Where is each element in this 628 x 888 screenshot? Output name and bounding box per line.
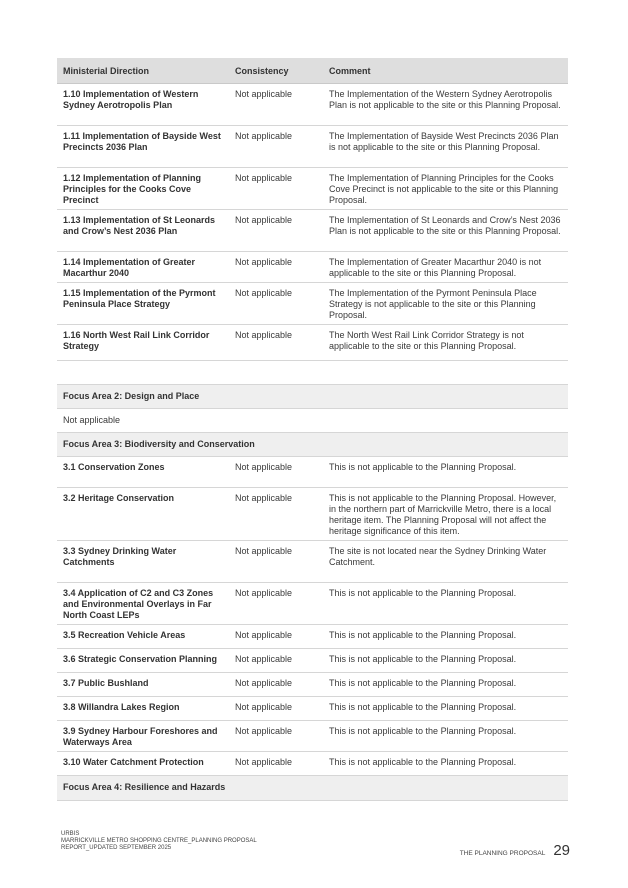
consistency-cell: Not applicable — [235, 257, 293, 267]
consistency-cell: Not applicable — [235, 654, 293, 664]
consistency-cell: Not applicable — [235, 678, 293, 688]
comment-cell: The Implementation of the Western Sydney Aerotropolis Plan is not applicable to the site or this Planning Proposal. — [329, 89, 561, 110]
row-spacer — [57, 361, 568, 385]
table-row — [57, 488, 568, 541]
consistency-cell: Not applicable — [235, 173, 293, 183]
footer-page-info — [460, 842, 570, 859]
table-row — [57, 649, 568, 673]
comment-cell: This is not applicable to the Planning Proposal. However, in the northern part of Marrickville Metro, there is a local heritage item. The Planning Proposal will not affect the heritage significance of this item. — [329, 493, 557, 536]
table-row — [57, 625, 568, 649]
direction-cell: 1.14 Implementation of Greater Macarthur 2040 — [63, 257, 196, 278]
footer-org: URBIS — [61, 831, 80, 837]
direction-cell: 1.13 Implementation of St Leonards and Crow’s Nest 2036 Plan — [63, 215, 216, 236]
comment-cell: This is not applicable to the Planning Proposal. — [329, 757, 517, 767]
table-row — [57, 252, 568, 283]
focus-area-3-heading: Focus Area 3: Biodiversity and Conservation — [57, 433, 568, 457]
consistency-cell: Not applicable — [235, 546, 293, 556]
direction-cell: 3.3 Sydney Drinking Water Catchments — [63, 546, 177, 567]
comment-cell: This is not applicable to the Planning Proposal. — [329, 630, 517, 640]
table-header — [57, 58, 568, 84]
direction-cell: 3.7 Public Bushland — [63, 678, 149, 688]
comment-cell: This is not applicable to the Planning Proposal. — [329, 678, 517, 688]
consistency-cell: Not applicable — [235, 89, 293, 99]
direction-cell: 3.10 Water Catchment Protection — [63, 757, 204, 767]
header-comment: Comment — [329, 66, 371, 76]
table-row — [57, 697, 568, 721]
focus-area-4-heading: Focus Area 4: Resilience and Hazards — [57, 776, 568, 801]
direction-cell: 1.12 Implementation of Planning Principles for the Cooks Cove Precinct — [63, 173, 202, 205]
direction-cell: 1.15 Implementation of the Pyrmont Peninsula Place Strategy — [63, 288, 216, 309]
table-row — [57, 673, 568, 697]
table-row — [57, 752, 568, 776]
comment-cell: The Implementation of the Pyrmont Peninsula Place Strategy is not applicable to the site or this Planning Proposal. — [329, 288, 537, 320]
consistency-cell: Not applicable — [235, 330, 293, 340]
ministerial-directions-table — [57, 58, 568, 801]
direction-cell: 3.8 Willandra Lakes Region — [63, 702, 180, 712]
table-row — [57, 84, 568, 126]
table-row — [57, 325, 568, 361]
header-direction: Ministerial Direction — [63, 66, 150, 76]
comment-cell: This is not applicable to the Planning Proposal. — [329, 726, 517, 736]
table-row — [57, 126, 568, 168]
direction-cell: 3.9 Sydney Harbour Foreshores and Waterways Area — [63, 726, 218, 747]
direction-cell: 3.4 Application of C2 and C3 Zones and Environmental Overlays in Far North Coast LEPs — [63, 588, 214, 620]
comment-cell: The North West Rail Link Corridor Strategy is not applicable to the site or this Planning Proposal. — [329, 330, 524, 351]
consistency-cell: Not applicable — [235, 630, 293, 640]
direction-cell: 1.10 Implementation of Western Sydney Aerotropolis Plan — [63, 89, 199, 110]
table-row — [57, 541, 568, 583]
footer-doc-line2: REPORT_UPDATED SEPTEMBER 2025 — [61, 845, 172, 851]
comment-cell: The Implementation of Greater Macarthur 2040 is not applicable to the site or this Planning Proposal. — [329, 257, 542, 278]
page-number: 29 — [553, 842, 570, 859]
direction-cell: 1.16 North West Rail Link Corridor Strategy — [63, 330, 210, 351]
comment-cell: The site is not located near the Sydney Drinking Water Catchment. — [329, 546, 547, 567]
footer-doc-line1: MARRICKVILLE METRO SHOPPING CENTRE_PLANNING PROPOSAL — [61, 838, 257, 844]
direction-cell: 3.1 Conservation Zones — [63, 462, 165, 472]
header-consistency: Consistency — [235, 66, 289, 76]
comment-cell: The Implementation of St Leonards and Crow’s Nest 2036 Plan is not applicable to the site or this Planning Proposal. — [329, 215, 561, 236]
table-row — [57, 457, 568, 488]
table-row — [57, 283, 568, 325]
comment-cell: This is not applicable to the Planning Proposal. — [329, 462, 517, 472]
consistency-cell: Not applicable — [235, 726, 293, 736]
comment-cell: The Implementation of Bayside West Precincts 2036 Plan is not applicable to the site or this Planning Proposal. — [329, 131, 559, 152]
table-row — [57, 721, 568, 752]
table-row — [57, 583, 568, 625]
comment-cell: The Implementation of Planning Principles for the Cooks Cove Precinct is not applicable to the site or this Planning Proposal. — [329, 173, 559, 205]
focus-area-2-heading: Focus Area 2: Design and Place — [57, 385, 568, 409]
direction-cell: 3.2 Heritage Conservation — [63, 493, 175, 503]
table-row — [57, 210, 568, 252]
direction-cell: 3.5 Recreation Vehicle Areas — [63, 630, 186, 640]
consistency-cell: Not applicable — [235, 702, 293, 712]
consistency-cell: Not applicable — [235, 493, 293, 503]
comment-cell: This is not applicable to the Planning Proposal. — [329, 588, 517, 598]
footer-document-info — [61, 831, 257, 852]
direction-cell: 3.6 Strategic Conservation Planning — [63, 654, 218, 664]
comment-cell: This is not applicable to the Planning Proposal. — [329, 654, 517, 664]
consistency-cell: Not applicable — [235, 757, 293, 767]
comment-cell: This is not applicable to the Planning Proposal. — [329, 702, 517, 712]
consistency-cell: Not applicable — [235, 462, 293, 472]
consistency-cell: Not applicable — [235, 131, 293, 141]
consistency-cell: Not applicable — [235, 215, 293, 225]
footer-section-label: THE PLANNING PROPOSAL — [459, 850, 546, 857]
direction-cell: 1.11 Implementation of Bayside West Precincts 2036 Plan — [63, 131, 221, 152]
focus-area-2-note: Not applicable — [57, 409, 568, 433]
consistency-cell: Not applicable — [235, 588, 293, 598]
table-row — [57, 168, 568, 210]
consistency-cell: Not applicable — [235, 288, 293, 298]
